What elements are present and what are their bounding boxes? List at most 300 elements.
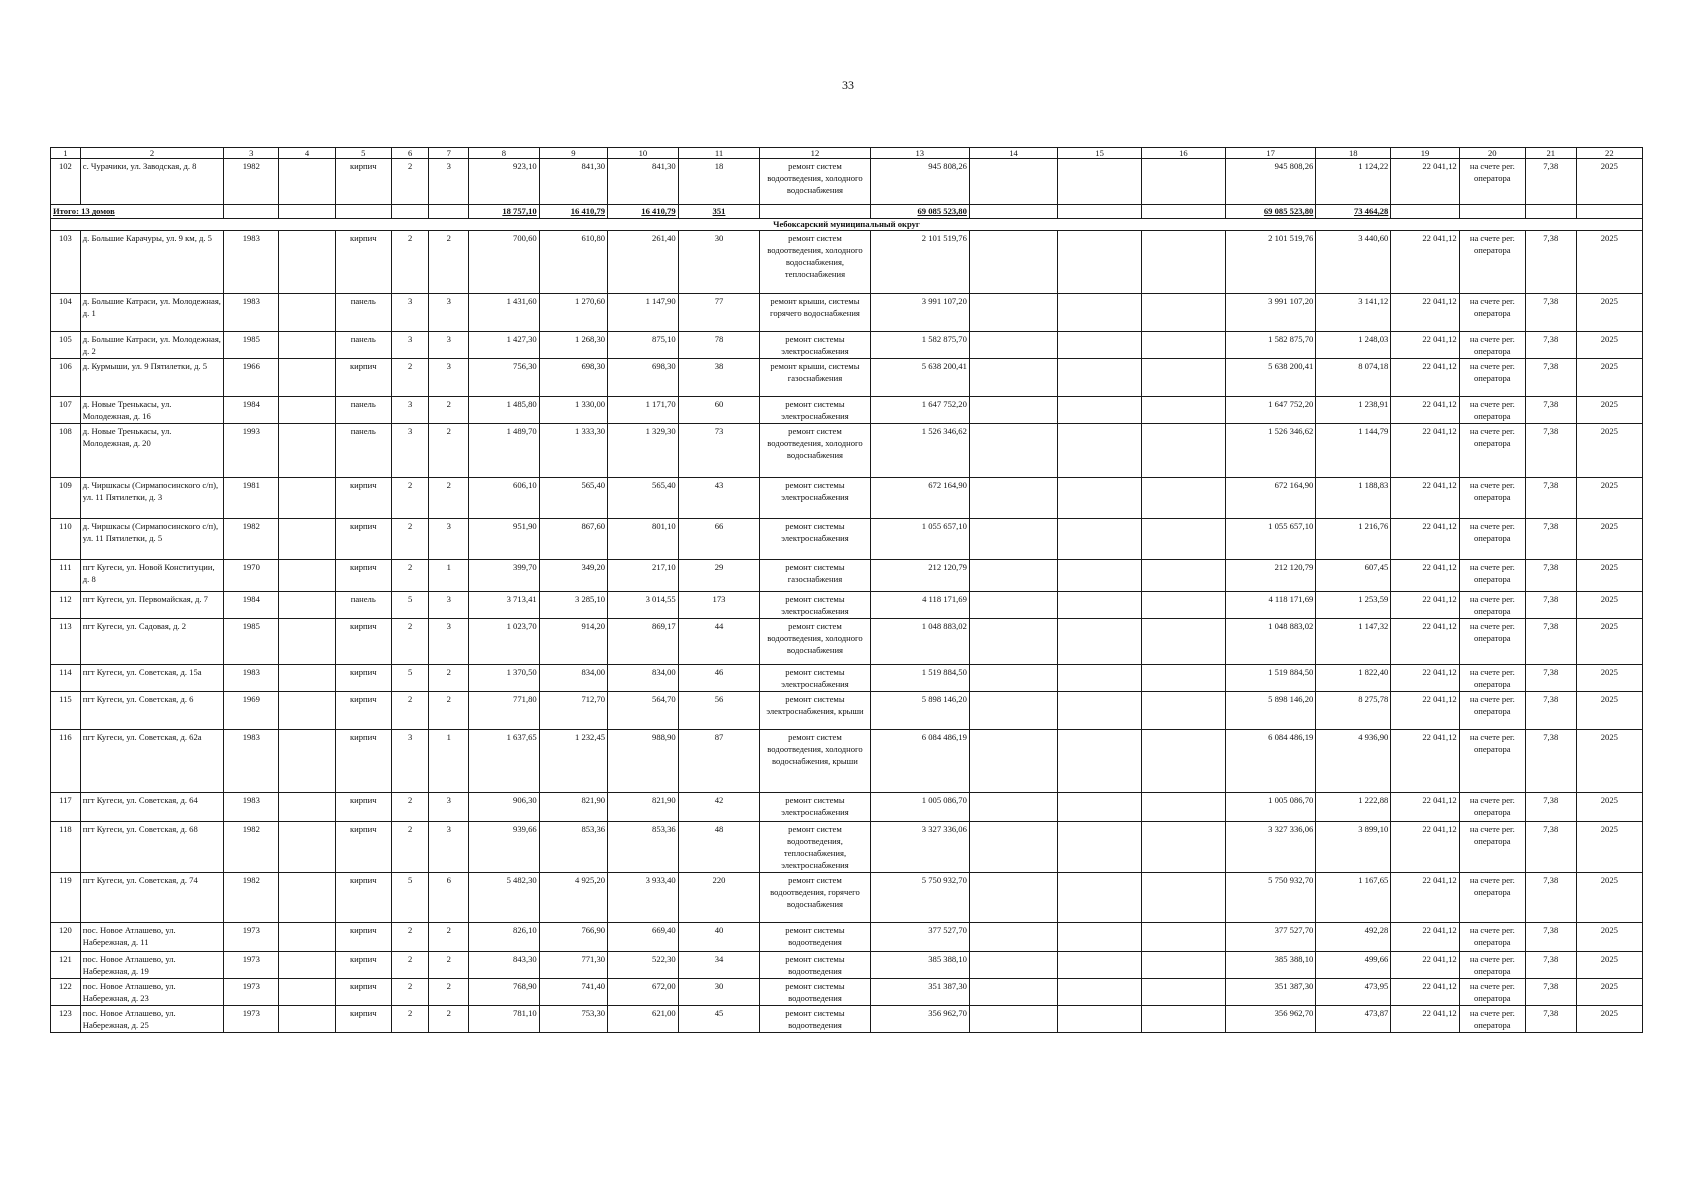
cost-total-cell: 1 526 346,62: [870, 424, 969, 478]
fund-method-cell: на счете рег. оператора: [1459, 730, 1525, 793]
living-area-cell: 712,70: [539, 692, 607, 730]
living-area-cell: 4 925,20: [539, 873, 607, 923]
fund-method-cell: на счете рег. оператора: [1459, 294, 1525, 332]
wall-material-cell: кирпич: [335, 159, 391, 205]
address-cell: д. Курмыши, ул. 9 Пятилетки, д. 5: [80, 359, 223, 397]
plan-year-cell: 2025: [1576, 1006, 1642, 1033]
address-cell: с. Чурачики, ул. Заводская, д. 8: [80, 159, 223, 205]
row-number: 111: [51, 560, 81, 592]
wall-material-cell: кирпич: [335, 519, 391, 560]
residential-area-cell: 672,00: [608, 979, 679, 1006]
limit-cost-cell: 22 041,12: [1391, 478, 1459, 519]
empty-cell: [1576, 205, 1642, 219]
entrances-cell: 3: [429, 592, 469, 619]
limit-cost-cell: 22 041,12: [1391, 519, 1459, 560]
year-built-cell: 1983: [224, 665, 279, 692]
floors-cell: 2: [391, 359, 429, 397]
col15-cell: [1058, 730, 1142, 793]
limit-cost-cell: 22 041,12: [1391, 359, 1459, 397]
col4-cell: [279, 592, 335, 619]
fund-method-cell: на счете рег. оператора: [1459, 592, 1525, 619]
plan-year-cell: 2025: [1576, 665, 1642, 692]
empty-cell: [1142, 205, 1226, 219]
residents-cell: 43: [678, 478, 760, 519]
entrances-cell: 1: [429, 730, 469, 793]
col14-cell: [969, 397, 1057, 424]
empty-cell: [335, 205, 391, 219]
col14-cell: [969, 159, 1057, 205]
cost-total-cell: 6 084 486,19: [870, 730, 969, 793]
contribution-cell: 7,38: [1525, 519, 1576, 560]
limit-cost-cell: 22 041,12: [1391, 560, 1459, 592]
year-built-cell: 1984: [224, 592, 279, 619]
unit-cost-cell: 607,45: [1316, 560, 1391, 592]
unit-cost-cell: 1 822,40: [1316, 665, 1391, 692]
entrances-cell: 2: [429, 952, 469, 979]
limit-cost-cell: 22 041,12: [1391, 159, 1459, 205]
cost-total-cell: 356 962,70: [870, 1006, 969, 1033]
residential-area-cell: 853,36: [608, 822, 679, 873]
year-built-cell: 1984: [224, 397, 279, 424]
row-number: 115: [51, 692, 81, 730]
subtotal-living-area: 16 410,79: [539, 205, 607, 219]
floors-cell: 2: [391, 231, 429, 294]
work-type-cell: ремонт системы электроснабжения: [760, 478, 870, 519]
column-number: 9: [539, 148, 607, 159]
unit-cost-cell: 4 936,90: [1316, 730, 1391, 793]
year-built-cell: 1973: [224, 923, 279, 952]
unit-cost-cell: 499,66: [1316, 952, 1391, 979]
fund-method-cell: на счете рег. оператора: [1459, 793, 1525, 822]
limit-cost-cell: 22 041,12: [1391, 665, 1459, 692]
floors-cell: 2: [391, 793, 429, 822]
residents-cell: 29: [678, 560, 760, 592]
cost-total-cell: 351 387,30: [870, 979, 969, 1006]
wall-material-cell: кирпич: [335, 665, 391, 692]
residents-cell: 173: [678, 592, 760, 619]
column-number: 6: [391, 148, 429, 159]
wall-material-cell: панель: [335, 294, 391, 332]
residents-cell: 45: [678, 1006, 760, 1033]
residents-cell: 38: [678, 359, 760, 397]
work-type-cell: ремонт системы водоотведения: [760, 923, 870, 952]
col15-cell: [1058, 665, 1142, 692]
cost-owners-cell: 212 120,79: [1225, 560, 1315, 592]
address-cell: пос. Новое Атлашево, ул. Набережная, д. 23: [80, 979, 223, 1006]
floors-cell: 2: [391, 619, 429, 665]
year-built-cell: 1966: [224, 359, 279, 397]
subtotal-row: [51, 205, 1643, 219]
residents-cell: 40: [678, 923, 760, 952]
section-row: [51, 219, 1643, 231]
floors-cell: 5: [391, 592, 429, 619]
limit-cost-cell: 22 041,12: [1391, 979, 1459, 1006]
col15-cell: [1058, 1006, 1142, 1033]
col4-cell: [279, 478, 335, 519]
total-area-cell: 1 489,70: [469, 424, 540, 478]
wall-material-cell: кирпич: [335, 560, 391, 592]
col4-cell: [279, 294, 335, 332]
total-area-cell: 781,10: [469, 1006, 540, 1033]
column-number: 20: [1459, 148, 1525, 159]
cost-owners-cell: 1 055 657,10: [1225, 519, 1315, 560]
contribution-cell: 7,38: [1525, 294, 1576, 332]
floors-cell: 3: [391, 332, 429, 359]
row-number: 106: [51, 359, 81, 397]
col4-cell: [279, 231, 335, 294]
limit-cost-cell: 22 041,12: [1391, 294, 1459, 332]
work-type-cell: ремонт систем водоотведения, холодного водоснабжения: [760, 619, 870, 665]
col4-cell: [279, 519, 335, 560]
column-number-row: [51, 148, 1643, 159]
row-number: 113: [51, 619, 81, 665]
year-built-cell: 1982: [224, 519, 279, 560]
cost-total-cell: 3 327 336,06: [870, 822, 969, 873]
residents-cell: 42: [678, 793, 760, 822]
table-row: [51, 822, 1643, 873]
table-row: [51, 478, 1643, 519]
contribution-cell: 7,38: [1525, 478, 1576, 519]
wall-material-cell: кирпич: [335, 478, 391, 519]
residential-area-cell: 698,30: [608, 359, 679, 397]
col14-cell: [969, 873, 1057, 923]
total-area-cell: 756,30: [469, 359, 540, 397]
col4-cell: [279, 873, 335, 923]
wall-material-cell: кирпич: [335, 873, 391, 923]
table-body: [51, 148, 1643, 1033]
unit-cost-cell: 1 216,76: [1316, 519, 1391, 560]
fund-method-cell: на счете рег. оператора: [1459, 873, 1525, 923]
year-built-cell: 1982: [224, 822, 279, 873]
plan-year-cell: 2025: [1576, 478, 1642, 519]
wall-material-cell: кирпич: [335, 822, 391, 873]
total-area-cell: 951,90: [469, 519, 540, 560]
address-cell: пос. Новое Атлашево, ул. Набережная, д. 11: [80, 923, 223, 952]
fund-method-cell: на счете рег. оператора: [1459, 1006, 1525, 1033]
entrances-cell: 1: [429, 560, 469, 592]
residential-area-cell: 217,10: [608, 560, 679, 592]
fund-method-cell: на счете рег. оператора: [1459, 979, 1525, 1006]
col15-cell: [1058, 619, 1142, 665]
residential-area-cell: 3 014,55: [608, 592, 679, 619]
plan-year-cell: 2025: [1576, 793, 1642, 822]
entrances-cell: 3: [429, 793, 469, 822]
residential-area-cell: 841,30: [608, 159, 679, 205]
cost-owners-cell: 377 527,70: [1225, 923, 1315, 952]
col16-cell: [1142, 952, 1226, 979]
table-row: [51, 359, 1643, 397]
table-row: [51, 592, 1643, 619]
unit-cost-cell: 1 167,65: [1316, 873, 1391, 923]
living-area-cell: 914,20: [539, 619, 607, 665]
fund-method-cell: на счете рег. оператора: [1459, 619, 1525, 665]
row-number: 122: [51, 979, 81, 1006]
total-area-cell: 1 370,50: [469, 665, 540, 692]
entrances-cell: 3: [429, 359, 469, 397]
wall-material-cell: кирпич: [335, 619, 391, 665]
unit-cost-cell: 473,95: [1316, 979, 1391, 1006]
column-number: 5: [335, 148, 391, 159]
col15-cell: [1058, 560, 1142, 592]
col15-cell: [1058, 397, 1142, 424]
column-number: 12: [760, 148, 870, 159]
year-built-cell: 1982: [224, 873, 279, 923]
col14-cell: [969, 952, 1057, 979]
row-number: 121: [51, 952, 81, 979]
col4-cell: [279, 822, 335, 873]
table-row: [51, 519, 1643, 560]
floors-cell: 5: [391, 873, 429, 923]
col16-cell: [1142, 923, 1226, 952]
address-cell: д. Чиршкасы (Сирмапосинского с/п), ул. 11 Пятилетки, д. 5: [80, 519, 223, 560]
year-built-cell: 1983: [224, 231, 279, 294]
floors-cell: 2: [391, 923, 429, 952]
col4-cell: [279, 424, 335, 478]
residential-area-cell: 261,40: [608, 231, 679, 294]
wall-material-cell: кирпич: [335, 1006, 391, 1033]
col14-cell: [969, 478, 1057, 519]
cost-total-cell: 945 808,26: [870, 159, 969, 205]
table-row: [51, 952, 1643, 979]
residential-area-cell: 669,40: [608, 923, 679, 952]
plan-year-cell: 2025: [1576, 692, 1642, 730]
col15-cell: [1058, 793, 1142, 822]
cost-total-cell: 5 638 200,41: [870, 359, 969, 397]
entrances-cell: 2: [429, 478, 469, 519]
empty-cell: [429, 205, 469, 219]
total-area-cell: 1 427,30: [469, 332, 540, 359]
living-area-cell: 1 268,30: [539, 332, 607, 359]
cost-total-cell: 5 750 932,70: [870, 873, 969, 923]
col16-cell: [1142, 873, 1226, 923]
row-number: 102: [51, 159, 81, 205]
col14-cell: [969, 359, 1057, 397]
cost-owners-cell: 1 005 086,70: [1225, 793, 1315, 822]
entrances-cell: 3: [429, 519, 469, 560]
address-cell: пгт Кугеси, ул. Советская, д. 62а: [80, 730, 223, 793]
fund-method-cell: на счете рег. оператора: [1459, 519, 1525, 560]
col16-cell: [1142, 619, 1226, 665]
total-area-cell: 826,10: [469, 923, 540, 952]
column-number: 17: [1225, 148, 1315, 159]
col16-cell: [1142, 231, 1226, 294]
col16-cell: [1142, 822, 1226, 873]
limit-cost-cell: 22 041,12: [1391, 952, 1459, 979]
contribution-cell: 7,38: [1525, 952, 1576, 979]
fund-method-cell: на счете рег. оператора: [1459, 159, 1525, 205]
residents-cell: 87: [678, 730, 760, 793]
address-cell: пос. Новое Атлашево, ул. Набережная, д. 19: [80, 952, 223, 979]
fund-method-cell: на счете рег. оператора: [1459, 424, 1525, 478]
column-number: 7: [429, 148, 469, 159]
entrances-cell: 2: [429, 1006, 469, 1033]
row-number: 116: [51, 730, 81, 793]
limit-cost-cell: 22 041,12: [1391, 873, 1459, 923]
contribution-cell: 7,38: [1525, 692, 1576, 730]
col16-cell: [1142, 979, 1226, 1006]
year-built-cell: 1985: [224, 332, 279, 359]
col4-cell: [279, 397, 335, 424]
floors-cell: 2: [391, 1006, 429, 1033]
limit-cost-cell: 22 041,12: [1391, 730, 1459, 793]
address-cell: пгт Кугеси, ул. Советская, д. 68: [80, 822, 223, 873]
table-row: [51, 665, 1643, 692]
unit-cost-cell: 1 147,32: [1316, 619, 1391, 665]
fund-method-cell: на счете рег. оператора: [1459, 332, 1525, 359]
residents-cell: 18: [678, 159, 760, 205]
work-type-cell: ремонт крыши, системы газоснабжения: [760, 359, 870, 397]
residents-cell: 48: [678, 822, 760, 873]
col15-cell: [1058, 979, 1142, 1006]
address-cell: пос. Новое Атлашево, ул. Набережная, д. 25: [80, 1006, 223, 1033]
fund-method-cell: на счете рег. оператора: [1459, 478, 1525, 519]
plan-year-cell: 2025: [1576, 822, 1642, 873]
fund-method-cell: на счете рег. оператора: [1459, 397, 1525, 424]
cost-total-cell: 1 005 086,70: [870, 793, 969, 822]
col4-cell: [279, 619, 335, 665]
entrances-cell: 2: [429, 979, 469, 1006]
cost-total-cell: 5 898 146,20: [870, 692, 969, 730]
unit-cost-cell: 3 141,12: [1316, 294, 1391, 332]
work-type-cell: ремонт системы электроснабжения: [760, 519, 870, 560]
col4-cell: [279, 332, 335, 359]
floors-cell: 3: [391, 397, 429, 424]
work-type-cell: ремонт систем водоотведения, горячего водоснабжения: [760, 873, 870, 923]
limit-cost-cell: 22 041,12: [1391, 923, 1459, 952]
floors-cell: 5: [391, 665, 429, 692]
empty-cell: [224, 205, 279, 219]
contribution-cell: 7,38: [1525, 359, 1576, 397]
subtotal-residents: 351: [678, 205, 760, 219]
col15-cell: [1058, 873, 1142, 923]
subtotal-cost-total: 69 085 523,80: [870, 205, 969, 219]
col16-cell: [1142, 592, 1226, 619]
address-cell: пгт Кугеси, ул. Советская, д. 6: [80, 692, 223, 730]
unit-cost-cell: 1 144,79: [1316, 424, 1391, 478]
fund-method-cell: на счете рег. оператора: [1459, 923, 1525, 952]
plan-year-cell: 2025: [1576, 359, 1642, 397]
cost-total-cell: 212 120,79: [870, 560, 969, 592]
residents-cell: 66: [678, 519, 760, 560]
cost-owners-cell: 1 647 752,20: [1225, 397, 1315, 424]
empty-cell: [969, 205, 1057, 219]
column-number: 3: [224, 148, 279, 159]
cost-total-cell: 4 118 171,69: [870, 592, 969, 619]
contribution-cell: 7,38: [1525, 873, 1576, 923]
work-type-cell: ремонт системы водоотведения: [760, 952, 870, 979]
year-built-cell: 1981: [224, 478, 279, 519]
col4-cell: [279, 793, 335, 822]
table-row: [51, 560, 1643, 592]
empty-cell: [1525, 205, 1576, 219]
column-number: 1: [51, 148, 81, 159]
address-cell: пгт Кугеси, ул. Советская, д. 74: [80, 873, 223, 923]
plan-year-cell: 2025: [1576, 397, 1642, 424]
table-row: [51, 159, 1643, 205]
col14-cell: [969, 665, 1057, 692]
col16-cell: [1142, 397, 1226, 424]
floors-cell: 2: [391, 560, 429, 592]
col15-cell: [1058, 592, 1142, 619]
column-number: 19: [1391, 148, 1459, 159]
total-area-cell: 1 485,80: [469, 397, 540, 424]
residential-area-cell: 1 147,90: [608, 294, 679, 332]
unit-cost-cell: 8 275,78: [1316, 692, 1391, 730]
cost-owners-cell: 1 526 346,62: [1225, 424, 1315, 478]
col14-cell: [969, 519, 1057, 560]
residential-area-cell: 564,70: [608, 692, 679, 730]
total-area-cell: 606,10: [469, 478, 540, 519]
col15-cell: [1058, 294, 1142, 332]
living-area-cell: 610,80: [539, 231, 607, 294]
residential-area-cell: 3 933,40: [608, 873, 679, 923]
col14-cell: [969, 560, 1057, 592]
address-cell: д. Большие Катраси, ул. Молодежная, д. 2: [80, 332, 223, 359]
address-cell: д. Чиршкасы (Сирмапосинского с/п), ул. 11 Пятилетки, д. 3: [80, 478, 223, 519]
residential-area-cell: 1 171,70: [608, 397, 679, 424]
col14-cell: [969, 1006, 1057, 1033]
contribution-cell: 7,38: [1525, 332, 1576, 359]
table-row: [51, 730, 1643, 793]
work-type-cell: ремонт системы электроснабжения: [760, 397, 870, 424]
unit-cost-cell: 1 188,83: [1316, 478, 1391, 519]
col16-cell: [1142, 560, 1226, 592]
year-built-cell: 1993: [224, 424, 279, 478]
cost-total-cell: 1 048 883,02: [870, 619, 969, 665]
cost-owners-cell: 5 750 932,70: [1225, 873, 1315, 923]
row-number: 112: [51, 592, 81, 619]
living-area-cell: 753,30: [539, 1006, 607, 1033]
cost-owners-cell: 5 898 146,20: [1225, 692, 1315, 730]
contribution-cell: 7,38: [1525, 979, 1576, 1006]
limit-cost-cell: 22 041,12: [1391, 822, 1459, 873]
row-number: 103: [51, 231, 81, 294]
floors-cell: 2: [391, 822, 429, 873]
cost-owners-cell: 3 327 336,06: [1225, 822, 1315, 873]
year-built-cell: 1973: [224, 979, 279, 1006]
cost-total-cell: 1 055 657,10: [870, 519, 969, 560]
address-cell: д. Новые Тренькасы, ул. Молодежная, д. 16: [80, 397, 223, 424]
page-number: 33: [842, 78, 854, 92]
fund-method-cell: на счете рег. оператора: [1459, 692, 1525, 730]
wall-material-cell: кирпич: [335, 952, 391, 979]
residential-area-cell: 834,00: [608, 665, 679, 692]
contribution-cell: 7,38: [1525, 424, 1576, 478]
cost-owners-cell: 1 519 884,50: [1225, 665, 1315, 692]
cost-owners-cell: 3 991 107,20: [1225, 294, 1315, 332]
year-built-cell: 1982: [224, 159, 279, 205]
table-row: [51, 873, 1643, 923]
floors-cell: 2: [391, 519, 429, 560]
col4-cell: [279, 923, 335, 952]
cost-owners-cell: 385 388,10: [1225, 952, 1315, 979]
cost-owners-cell: 672 164,90: [1225, 478, 1315, 519]
column-number: 10: [608, 148, 679, 159]
address-cell: пгт Кугеси, ул. Первомайская, д. 7: [80, 592, 223, 619]
table-row: [51, 692, 1643, 730]
residents-cell: 77: [678, 294, 760, 332]
contribution-cell: 7,38: [1525, 1006, 1576, 1033]
address-cell: пгт Кугеси, ул. Советская, д. 15а: [80, 665, 223, 692]
residents-cell: 73: [678, 424, 760, 478]
plan-year-cell: 2025: [1576, 294, 1642, 332]
contribution-cell: 7,38: [1525, 923, 1576, 952]
fund-method-cell: на счете рег. оператора: [1459, 822, 1525, 873]
living-area-cell: 1 232,45: [539, 730, 607, 793]
col16-cell: [1142, 665, 1226, 692]
cost-owners-cell: 351 387,30: [1225, 979, 1315, 1006]
col16-cell: [1142, 478, 1226, 519]
